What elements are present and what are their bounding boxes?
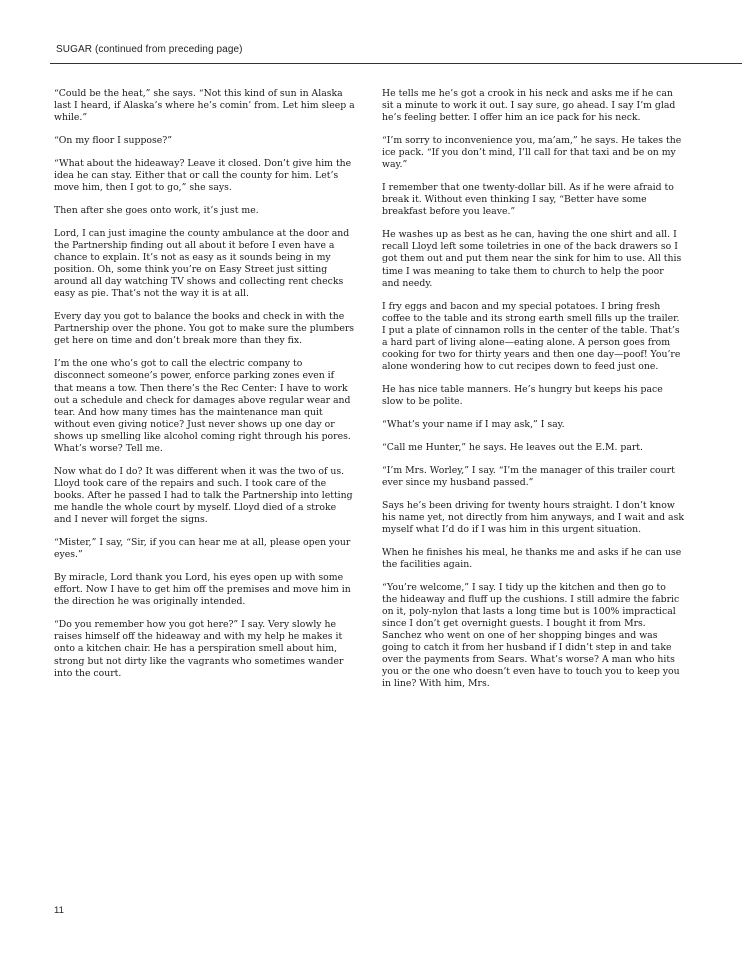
paragraph: “Call me Hunter,” he says. He leaves out the E.M. part. (382, 441, 644, 453)
paragraph: Says he’s been driving for twenty hours straight. I don’t know his name yet, not directly from him anyways, and I wait and ask myself what I’d do if I was him in this urgent situation. (382, 499, 684, 535)
paragraph: I remember that one twenty-dollar bill. As if he were afraid to break it. Without even thinking I say, “Better have some breakfast before you leave.” (382, 182, 674, 218)
paragraph: Every day you got to balance the books and check in with the Partnership over the phone. You got to make sure the plumbers get here on time and don’t break more than they fix. (54, 311, 355, 347)
paragraph: He tells me he’s got a crook in his neck and asks me if he can sit a minute to work it out. I say sure, go ahead. I say I’m glad he’s feeling better. I offer him an ice pack for his neck. (382, 88, 676, 124)
paragraph: I’m the one who’s got to call the electric company to disconnect someone’s power, enforce parking zones even if that means a tow. Then there’s the Rec Center: I have to work out a schedule and check for damages above regular wear and tear. And how many times has the maintenance man quit without even giving notice? Just never shows up one day or shows up smelling like alcohol coming right through his pores. What’s worse? Tell me. (54, 358, 351, 455)
paragraph: “On my floor I suppose?” (54, 135, 173, 147)
paragraph: He washes up as best as he can, having the one shirt and all. I recall Lloyd left some toiletries in one of the back drawers so I got them out and put them near the sink for him to use. All this time I was meaning to take them to church to help the poor and needy. (382, 229, 682, 289)
header-rule (50, 63, 742, 64)
left-column (54, 88, 356, 691)
paragraph: When he finishes his meal, he thanks me and asks if he can use the facilities again. (382, 546, 682, 570)
page-number: 11 (54, 905, 64, 916)
paragraph: “What’s your name if I may ask,” I say. (382, 418, 565, 430)
paragraph: “Could be the heat,” she says. “Not this kind of sun in Alaska last I heard, if Alaska’s where he’s comin’ from. Let him sleep a while.” (54, 88, 355, 124)
paragraph: “I’m sorry to inconvenience you, ma’am,” he says. He takes the ice pack. “If you don’t mind, I’ll call for that taxi and be on my way.” (382, 135, 682, 171)
paragraph: “I’m Mrs. Worley,” I say. “I’m the manager of this trailer court ever since my husband passed.” (382, 464, 675, 488)
paragraph: He has nice table manners. He’s hungry but keeps his pace slow to be polite. (382, 383, 663, 407)
paragraph: “What about the hideaway? Leave it closed. Don’t give him the idea he can stay. Either that or call the county for him. Let’s move him, then I got to go,” she says. (54, 157, 352, 194)
paragraph: Lord, I can just imagine the county ambulance at the door and the Partnership finding out all about it before I even have a chance to explain. It’s not as easy as it sounds being in my position. Oh, some think you’re on Easy Street just sitting around all day watching TV shows and collecting rent checks easy as pie. That’s not the way it is at all. (54, 227, 350, 300)
running-head: SUGAR (continued from preceding page) (56, 44, 243, 55)
right-column (382, 88, 684, 701)
paragraph: Then after she goes onto work, it’s just me. (54, 205, 259, 217)
paragraph: Now what do I do? It was different when it was the two of us. Lloyd took care of the repairs and such. I took care of the books. After he passed I had to talk the Partnership into letting me handle the whole court by myself. Lloyd died of a stroke and I never will forget the signs. (54, 465, 353, 526)
paragraph: “Do you remember how you got here?” I say. Very slowly he raises himself off the hideaway and with my help he makes it onto a kitchen chair. He has a perspiration smell about him, strong but not dirty like the vagrants who sometimes wander into the court. (54, 619, 344, 679)
paragraph: “You’re welcome,” I say. I tidy up the kitchen and then go to the hideaway and fluff up the cushions. I still admire the fabric on it, poly-nylon that lasts a long time but is 100% impractical since I don’t get overnight guests. I bought it from Mrs. Sanchez who went on one of her shopping binges and was going to catch it from her husband if I didn’t step in and take over the payments from Sears. What’s worse? A man who hits you or the one who doesn’t even have to touch you to keep you in line? With him, Mrs. (382, 581, 680, 690)
paragraph: “Mister,” I say, “Sir, if you can hear me at all, please open your eyes.” (54, 537, 351, 561)
paragraph: By miracle, Lord thank you Lord, his eyes open up with some effort. Now I have to get him off the premises and move him in the direction he was originally intended. (54, 572, 351, 608)
paragraph: I fry eggs and bacon and my special potatoes. I bring fresh coffee to the table and its strong earth smell fills up the trailer. I put a plate of cinnamon rolls in the center of the table. That’s a hard part of living alone—eating alone. A person goes from cooking for two for thirty years and then one day—poof! You’re alone wondering how to cut recipes down to feed just one. (382, 300, 681, 372)
